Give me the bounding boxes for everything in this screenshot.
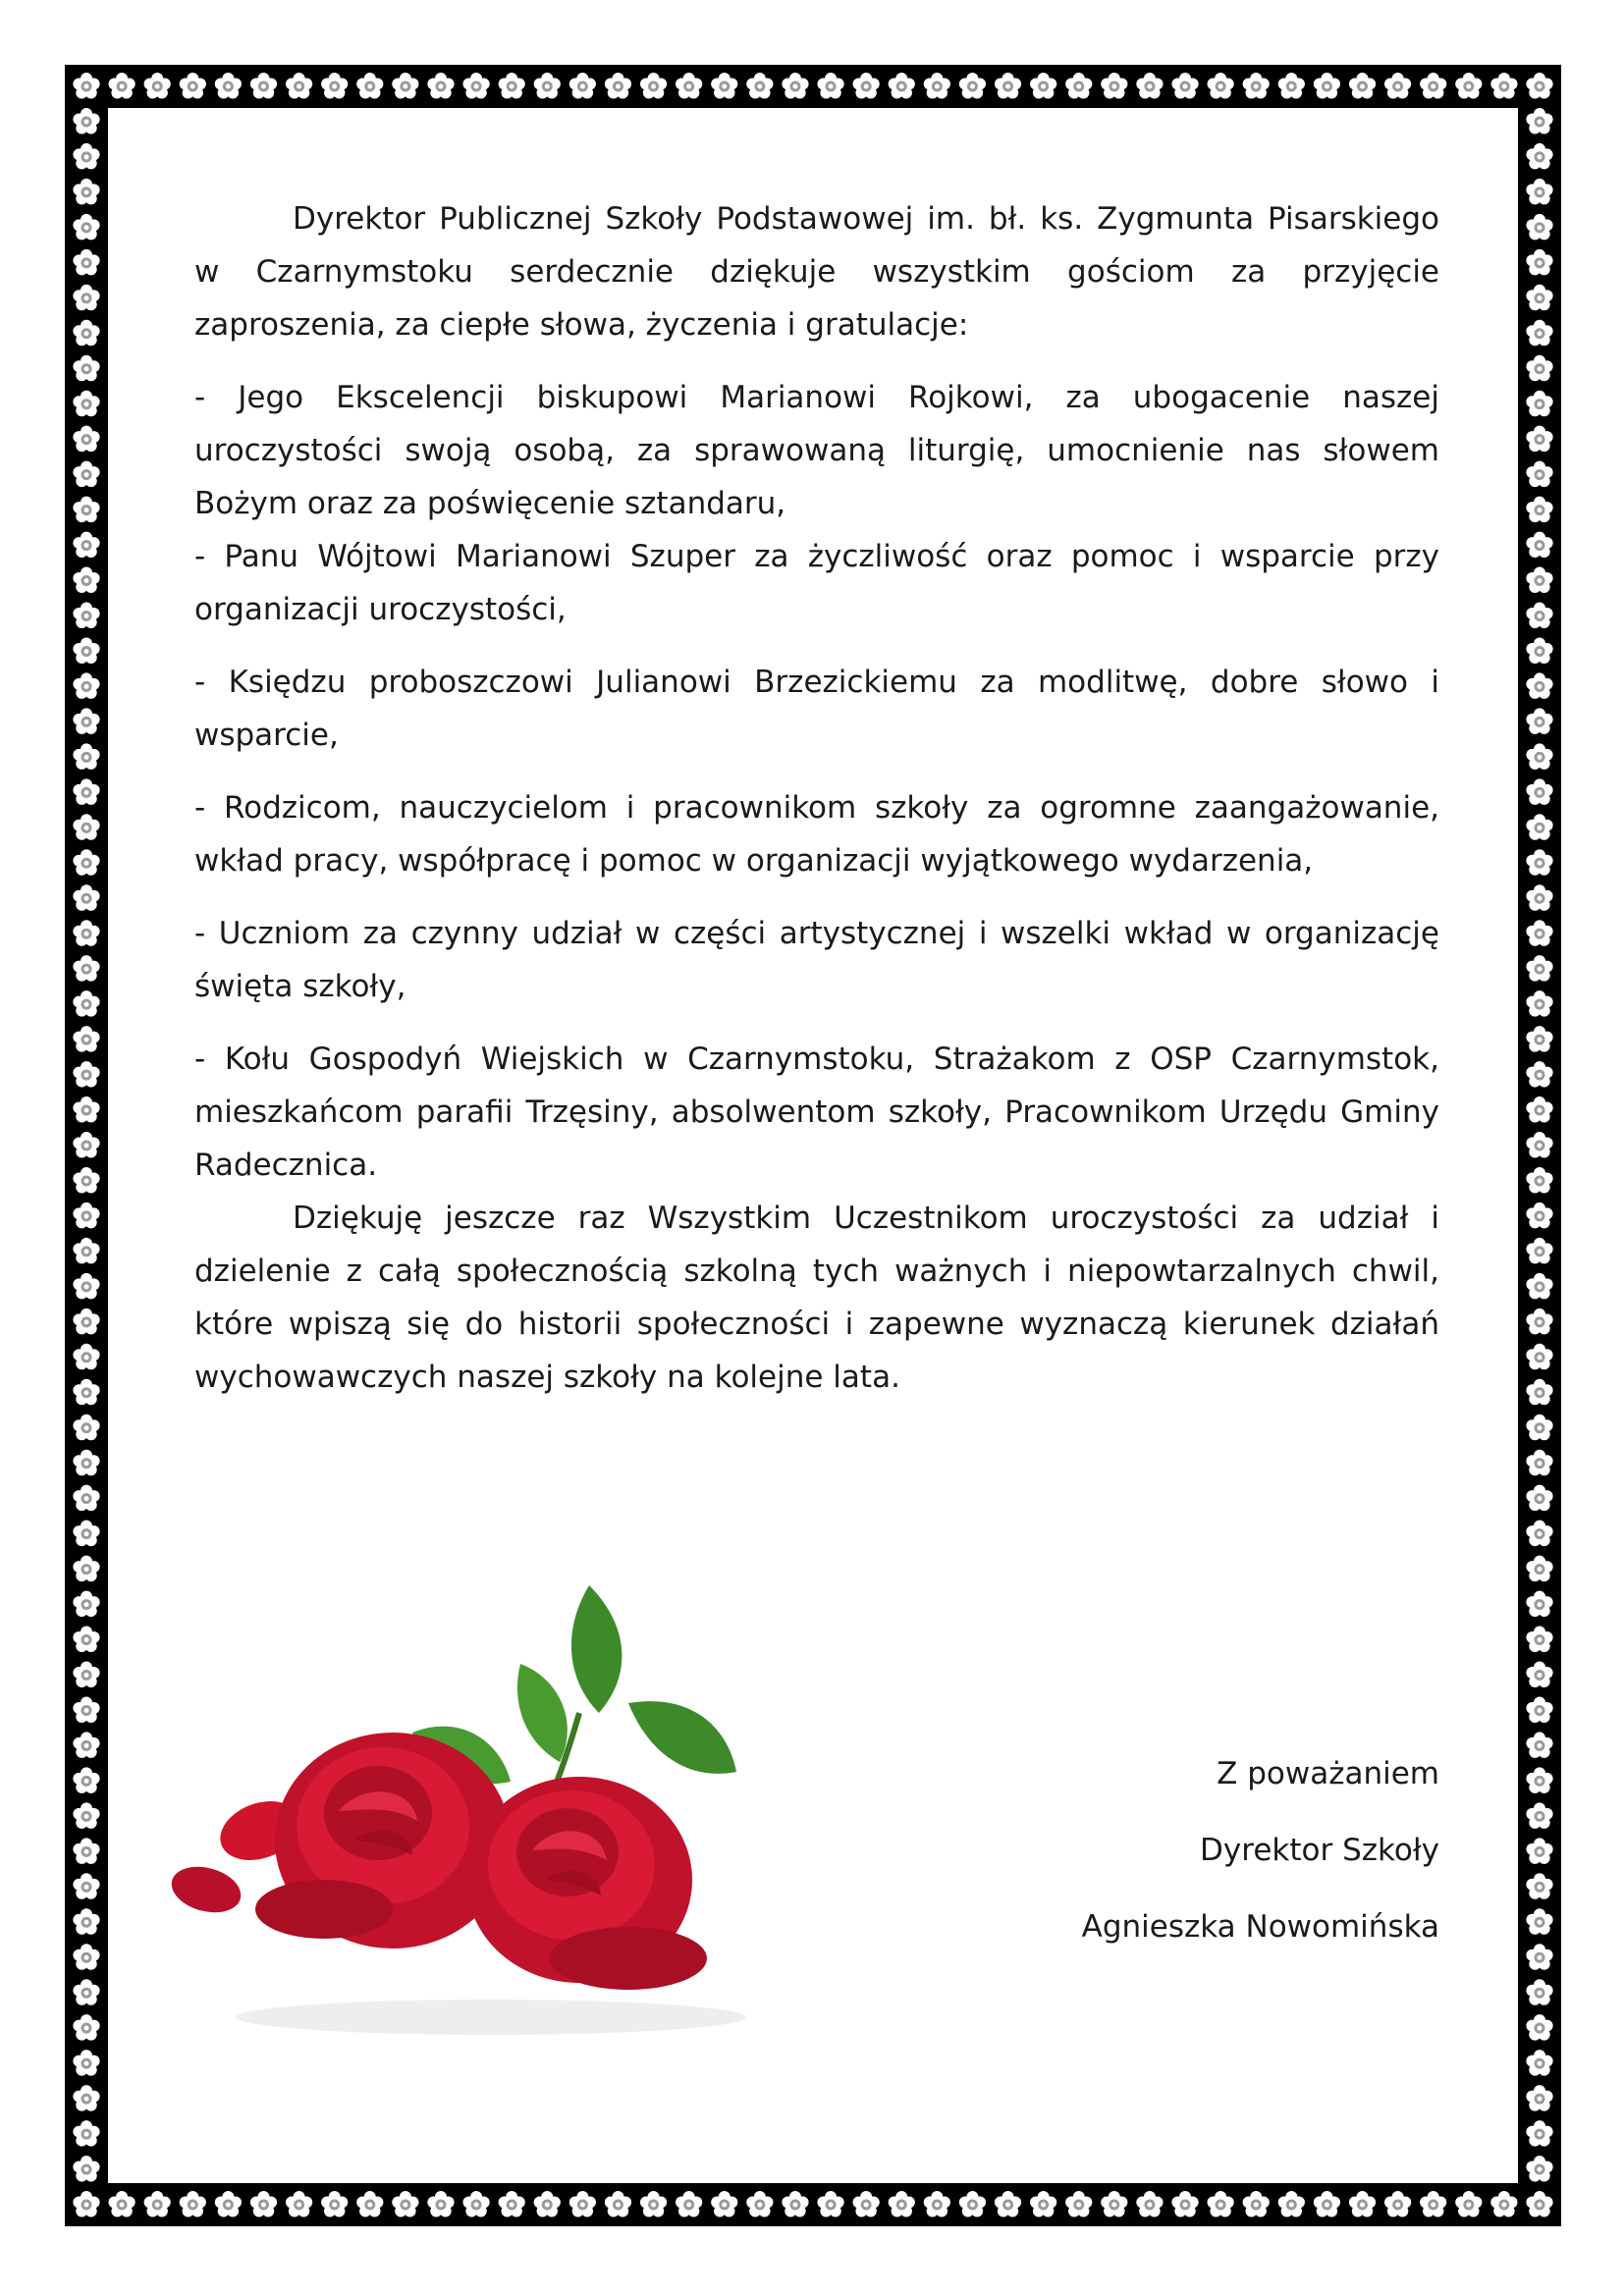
letter-body: [194, 192, 1439, 1404]
thanks-bishop: - Jego Ekscelencji biskupowi Marianowi Rojkowi, za ubogacenie naszej uroczystości swoją osobą, za sprawowaną liturgię, umocnienie nas słowem Bożym oraz za poświęcenie sztandaru,: [194, 380, 1439, 521]
signature-name: Agnieszka Nowomińska: [1081, 1909, 1439, 1945]
closing-paragraph: Dziękuję jeszcze raz Wszystkim Uczestnikom uroczystości za udział i dzielenie z całą społecznością szkolną tych ważnych i niepowtarzalnych chwil, które wpiszą się do historii społeczności i zapewne wyznaczą kierunek działań wychowawczych naszej szkoły na kolejne lata.: [194, 1201, 1439, 1395]
red-roses-icon: [167, 1585, 854, 2047]
intro-paragraph: Dyrektor Publicznej Szkoły Podstawowej im. bł. ks. Zygmunta Pisarskiego w Czarnymstoku serdecznie dziękuje wszystkim gościom za przyjęcie zaproszenia, za ciepłe słowa, życzenia i gratulacje:: [194, 201, 1439, 343]
roses-image: [167, 1585, 854, 2047]
thanks-priest: - Księdzu proboszczowi Julianowi Brzezickiemu za modlitwę, dobre słowo i wsparcie,: [194, 665, 1439, 753]
thanks-parents-teachers: - Rodzicom, nauczycielom i pracownikom szkoły za ogromne zaangażowanie, wkład pracy, współpracę i pomoc w organizacji wyjątkowego wydarzenia,: [194, 790, 1439, 879]
signature-role: Dyrektor Szkoły: [1200, 1833, 1439, 1868]
thanks-community: - Kołu Gospodyń Wiejskich w Czarnymstoku, Strażakom z OSP Czarnymstok, mieszkańcom parafii Trzęsiny, absolwentom szkoły, Pracownikom Urzędu Gminy Radecznica.: [194, 1041, 1439, 1183]
signature-greeting: Z poważaniem: [1217, 1756, 1439, 1791]
signature-block: [1082, 1735, 1439, 1965]
thanks-mayor: - Panu Wójtowi Marianowi Szuper za życzliwość oraz pomoc i wsparcie przy organizacji uroczystości,: [194, 539, 1439, 627]
thanks-students: - Uczniom za czynny udział w części artystycznej i wszelki wkład w organizację święta szkoły,: [194, 916, 1439, 1004]
